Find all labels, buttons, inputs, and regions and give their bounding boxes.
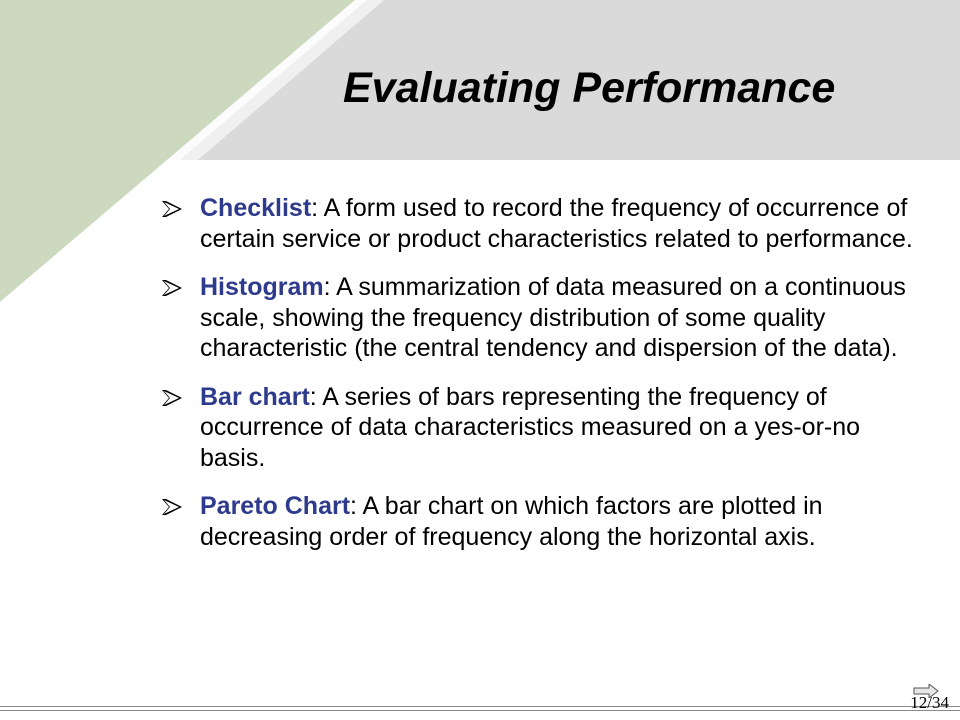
bullet-term: Pareto Chart	[200, 492, 351, 520]
arrow-bullet-icon	[162, 201, 182, 217]
page-number: 12/34	[910, 693, 949, 712]
bullet-text: : A summarization of data measured on a continuous scale, showing the frequency distribution of some quality characteristic (the central tendency and dispersion of the data).	[200, 273, 906, 362]
bullet-text: : A bar chart on which factors are plotted in decreasing order of frequency along the horizontal axis.	[200, 492, 823, 551]
bullet-term: Histogram	[200, 273, 324, 301]
slide-title: Evaluating Performance	[343, 64, 836, 112]
bullet-term: Bar chart	[200, 382, 310, 411]
bullet-item-bar-chart	[162, 382, 922, 474]
arrow-bullet-icon	[162, 499, 182, 515]
arrow-bullet-icon	[162, 390, 182, 406]
arrow-bullet-icon	[162, 280, 182, 296]
bullet-item-checklist	[162, 193, 922, 254]
bullet-text: : A series of bars representing the frequency of occurrence of data characteristics measured on a yes-or-no basis.	[200, 382, 861, 472]
bullet-item-histogram	[162, 272, 922, 364]
bullet-item-pareto-chart	[162, 491, 922, 552]
footer-divider	[0, 706, 960, 714]
bullet-list	[162, 193, 922, 570]
bullet-text: : A form used to record the frequency of occurrence of certain service or product characteristics related to performance.	[200, 194, 913, 253]
bullet-term: Checklist	[200, 194, 312, 222]
